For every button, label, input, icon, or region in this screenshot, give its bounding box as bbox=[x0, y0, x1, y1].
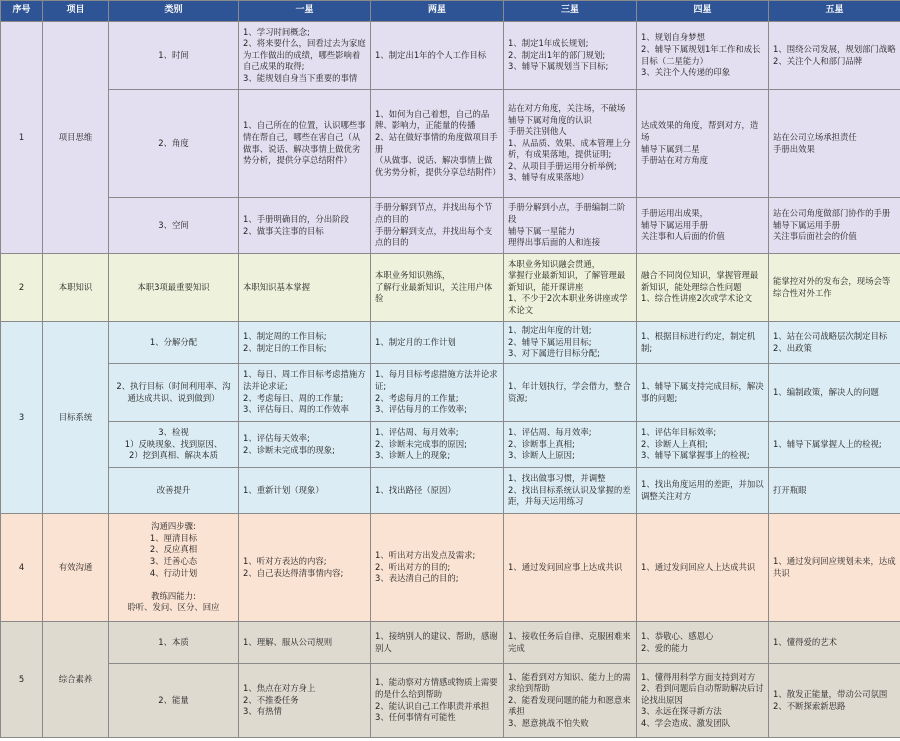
row-category: 本职3项最重要知识 bbox=[109, 254, 239, 322]
three-star-cell: 手册分解到小点，手册编制二阶段 辅导下属一星能力 理得出事后面的人和连接 bbox=[504, 198, 637, 254]
four-star-cell: 1、规划自身梦想 2、辅导下属规划1年工作和成长目标（二星能力） 3、关注个人传递的印象 bbox=[637, 22, 769, 90]
four-star-cell: 1、评估年目标效率; 2、诊断人上真相; 3、辅导下属掌握事上的检视; bbox=[637, 422, 769, 468]
five-star-cell: 能掌控对外的发布会，现场会等综合性对外工作 bbox=[769, 254, 900, 322]
table-row bbox=[1, 90, 900, 198]
section-number: 2 bbox=[1, 254, 43, 322]
five-star-cell: 1、懂得爱的艺术 bbox=[769, 622, 900, 664]
table-row bbox=[1, 468, 900, 514]
two-star-cell: 1、如何为自己着想，自己的品牌、影响力，正能量的传播 2、站在做好事情的角度做项目手册 （从做事、说话、解决事情上做优劣势分析，提供分享总结附件） bbox=[371, 90, 504, 198]
five-star-cell: 1、散发正能量，带动公司氛围 2、不断探索新思路 bbox=[769, 664, 900, 738]
five-star-cell: 打开瓶眼 bbox=[769, 468, 900, 514]
row-category: 2、能量 bbox=[109, 664, 239, 738]
two-star-cell: 1、制定月的工作计划 bbox=[371, 322, 504, 364]
four-star-cell: 融合不同岗位知识，掌握管理最新知识，能处理综合性问题 1、综合性讲座2次或学术论文 bbox=[637, 254, 769, 322]
four-star-cell: 1、找出角度运用的差距，并加以调整关注对方 bbox=[637, 468, 769, 514]
one-star-cell: 本职知识基本掌握 bbox=[239, 254, 371, 322]
one-star-cell: 1、每日、周工作目标考虑措施方法并论求证; 2、考虑每日、周的工作量; 3、评估每日、周的工作效率 bbox=[239, 364, 371, 422]
row-category: 3、检视 1）反映现象、找到原因、 2）挖到真相、解决本质 bbox=[109, 422, 239, 468]
four-star-cell: 1、辅导下属支持完成目标，解决事的问题; bbox=[637, 364, 769, 422]
two-star-cell: 1、每月目标考虑措施方法并论求证; 2、考虑每月的工作量; 3、评估每月的工作效率; bbox=[371, 364, 504, 422]
section-project: 项目思维 bbox=[43, 22, 109, 254]
two-star-cell: 本职业务知识熟练， 了解行业最新知识，关注用户体验 bbox=[371, 254, 504, 322]
three-star-cell: 1、制定出年度的计划; 2、辅导下属运用目标; 3、对下属进行目标分配; bbox=[504, 322, 637, 364]
table-row bbox=[1, 514, 900, 622]
header-three-star: 三星 bbox=[504, 1, 637, 22]
one-star-cell: 1、手册明确目的，分出阶段 2、做事关注事的目标 bbox=[239, 198, 371, 254]
two-star-cell: 手册分解到节点，并找出每个节点的目的 手册分解到支点，并找出每个支点的目的 bbox=[371, 198, 504, 254]
three-star-cell: 1、制定1年成长规划; 2、制定出1年的部门规划; 3、辅导下属规划当下目标; bbox=[504, 22, 637, 90]
section-number: 4 bbox=[1, 514, 43, 622]
table-row bbox=[1, 254, 900, 322]
header-four-star: 四星 bbox=[637, 1, 769, 22]
four-star-cell: 达成效果的角度，帮到对方，造场 辅导下属到二星 手册站在对方角度 bbox=[637, 90, 769, 198]
four-star-cell: 1、恭敬心、感恩心 2、爱的能力 bbox=[637, 622, 769, 664]
row-category: 1、本质 bbox=[109, 622, 239, 664]
two-star-cell: 1、听出对方出发点及需求; 2、听出对方的目的; 3、表达清自己的目的; bbox=[371, 514, 504, 622]
header-serial-number: 序号 bbox=[1, 1, 43, 22]
section-number: 3 bbox=[1, 322, 43, 514]
table-row bbox=[1, 22, 900, 90]
four-star-cell: 1、通过发问回应人上达成共识 bbox=[637, 514, 769, 622]
five-star-cell: 1、通过发问回应规划未来，达成共识 bbox=[769, 514, 900, 622]
three-star-cell: 1、年计划执行，学会借力，整合资源; bbox=[504, 364, 637, 422]
header-one-star: 一星 bbox=[239, 1, 371, 22]
header-five-star: 五星 bbox=[769, 1, 900, 22]
row-category: 改善提升 bbox=[109, 468, 239, 514]
one-star-cell: 1、评估每天效率; 2、诊断未完成事的现象; bbox=[239, 422, 371, 468]
section-project: 本职知识 bbox=[43, 254, 109, 322]
three-star-cell: 本职业务知识融会贯通， 掌握行业最新知识，了解管理最新知识，能开课讲座 1、不少于2次本职业务讲座或学术论文 bbox=[504, 254, 637, 322]
table-row bbox=[1, 622, 900, 664]
one-star-cell: 1、重新计划（现象） bbox=[239, 468, 371, 514]
five-star-cell: 1、围绕公司发展，规划部门战略 2、关注个人和部门品牌 bbox=[769, 22, 900, 90]
one-star-cell: 1、制定周的工作目标; 2、制定日的工作目标; bbox=[239, 322, 371, 364]
one-star-cell: 1、学习时间概念; 2、将来要什么，回看过去为家庭为工作做出的成绩，哪些影响着自己成果的取得; 3、能规划自身当下重要的事情 bbox=[239, 22, 371, 90]
table-row bbox=[1, 322, 900, 364]
five-star-cell: 站在公司立场承担责任 手册出效果 bbox=[769, 90, 900, 198]
section-number: 1 bbox=[1, 22, 43, 254]
section-project: 综合素养 bbox=[43, 622, 109, 738]
two-star-cell: 1、找出路径（原因） bbox=[371, 468, 504, 514]
three-star-cell: 1、评估周、每月效率; 2、诊断事上真相; 3、诊断人上原因; bbox=[504, 422, 637, 468]
header-project: 项目 bbox=[43, 1, 109, 22]
one-star-cell: 1、自己所在的位置，认识哪些事情在帮自己，哪些在害自己（从做事、说话、解决事情上做优劣势分析，提供分享总结附件） bbox=[239, 90, 371, 198]
four-star-cell: 1、根据目标进行约定，制定机制; bbox=[637, 322, 769, 364]
table-row bbox=[1, 364, 900, 422]
one-star-cell: 1、听对方表达的内容; 2、自己表达得清事情内容; bbox=[239, 514, 371, 622]
four-star-cell: 1、懂得用科学方面支持到对方 2、看到问题后自动帮助解决后讨论找出原因 3、永远在探寻新方法 4、学会造成、激发团队 bbox=[637, 664, 769, 738]
table-row bbox=[1, 422, 900, 468]
table-row bbox=[1, 198, 900, 254]
three-star-cell: 1、通过发问回应事上达成共识 bbox=[504, 514, 637, 622]
two-star-cell: 1、接纳别人的建议、帮助，感谢别人 bbox=[371, 622, 504, 664]
row-category: 1、时间 bbox=[109, 22, 239, 90]
header-two-star: 两星 bbox=[371, 1, 504, 22]
two-star-cell: 1、能动察对方情感或物质上需要的是什么给到帮助 2、能认识自己工作职责并承担 3、任何事情有可能性 bbox=[371, 664, 504, 738]
five-star-cell: 1、编制政策，解决人的问题 bbox=[769, 364, 900, 422]
row-category: 3、空间 bbox=[109, 198, 239, 254]
three-star-cell: 1、接收任务后自律、克服困难来完成 bbox=[504, 622, 637, 664]
row-category: 2、角度 bbox=[109, 90, 239, 198]
row-category: 2、执行目标（时间利用率、沟通达成共识、说到做到） bbox=[109, 364, 239, 422]
row-category: 1、分解分配 bbox=[109, 322, 239, 364]
three-star-cell: 1、能看到对方知识、能力上的需求给到帮助 2、能看发现问题的能力和愿意来承担 3、愿意挑战不怕失败 bbox=[504, 664, 637, 738]
section-number: 5 bbox=[1, 622, 43, 738]
section-project: 有效沟通 bbox=[43, 514, 109, 622]
header-row bbox=[1, 1, 900, 22]
three-star-cell: 1、找出做事习惯，并调整 2、找出目标系统认识及掌握的差距，并每天运用练习 bbox=[504, 468, 637, 514]
one-star-cell: 1、焦点在对方身上 2、不推委任务 3、有热情 bbox=[239, 664, 371, 738]
two-star-cell: 1、制定出1年的个人工作目标 bbox=[371, 22, 504, 90]
header-category: 类别 bbox=[109, 1, 239, 22]
five-star-cell: 站在公司角度做部门协作的手册 辅导下属运用手册 关注事后面社会的价值 bbox=[769, 198, 900, 254]
two-star-cell: 1、评估周、每月效率; 2、诊断未完成事的原因; 3、诊断人上的现象; bbox=[371, 422, 504, 468]
five-star-cell: 1、站在公司战略层次制定目标 2、出政策 bbox=[769, 322, 900, 364]
table-row bbox=[1, 664, 900, 738]
three-star-cell: 站在对方角度，关注场，不破场 辅导下属对角度的认识 手册关注别他人 1、从品质、效果、成本管理上分析，有成果落地，提供证明; 2、从项目手册运用分析举例; 3、辅导有成果落地） bbox=[504, 90, 637, 198]
section-project: 目标系统 bbox=[43, 322, 109, 514]
five-star-cell: 1、辅导下属掌握人上的检视; bbox=[769, 422, 900, 468]
one-star-cell: 1、理解、服从公司规则 bbox=[239, 622, 371, 664]
row-category: 沟通四步骤: 1、厘清目标 2、反应真相 3、迁善心态 4、行动计划 教练四能力: 聆听、发问、区分、回应 bbox=[109, 514, 239, 622]
four-star-cell: 手册运用出成果， 辅导下属运用手册 关注事和人后面的价值 bbox=[637, 198, 769, 254]
